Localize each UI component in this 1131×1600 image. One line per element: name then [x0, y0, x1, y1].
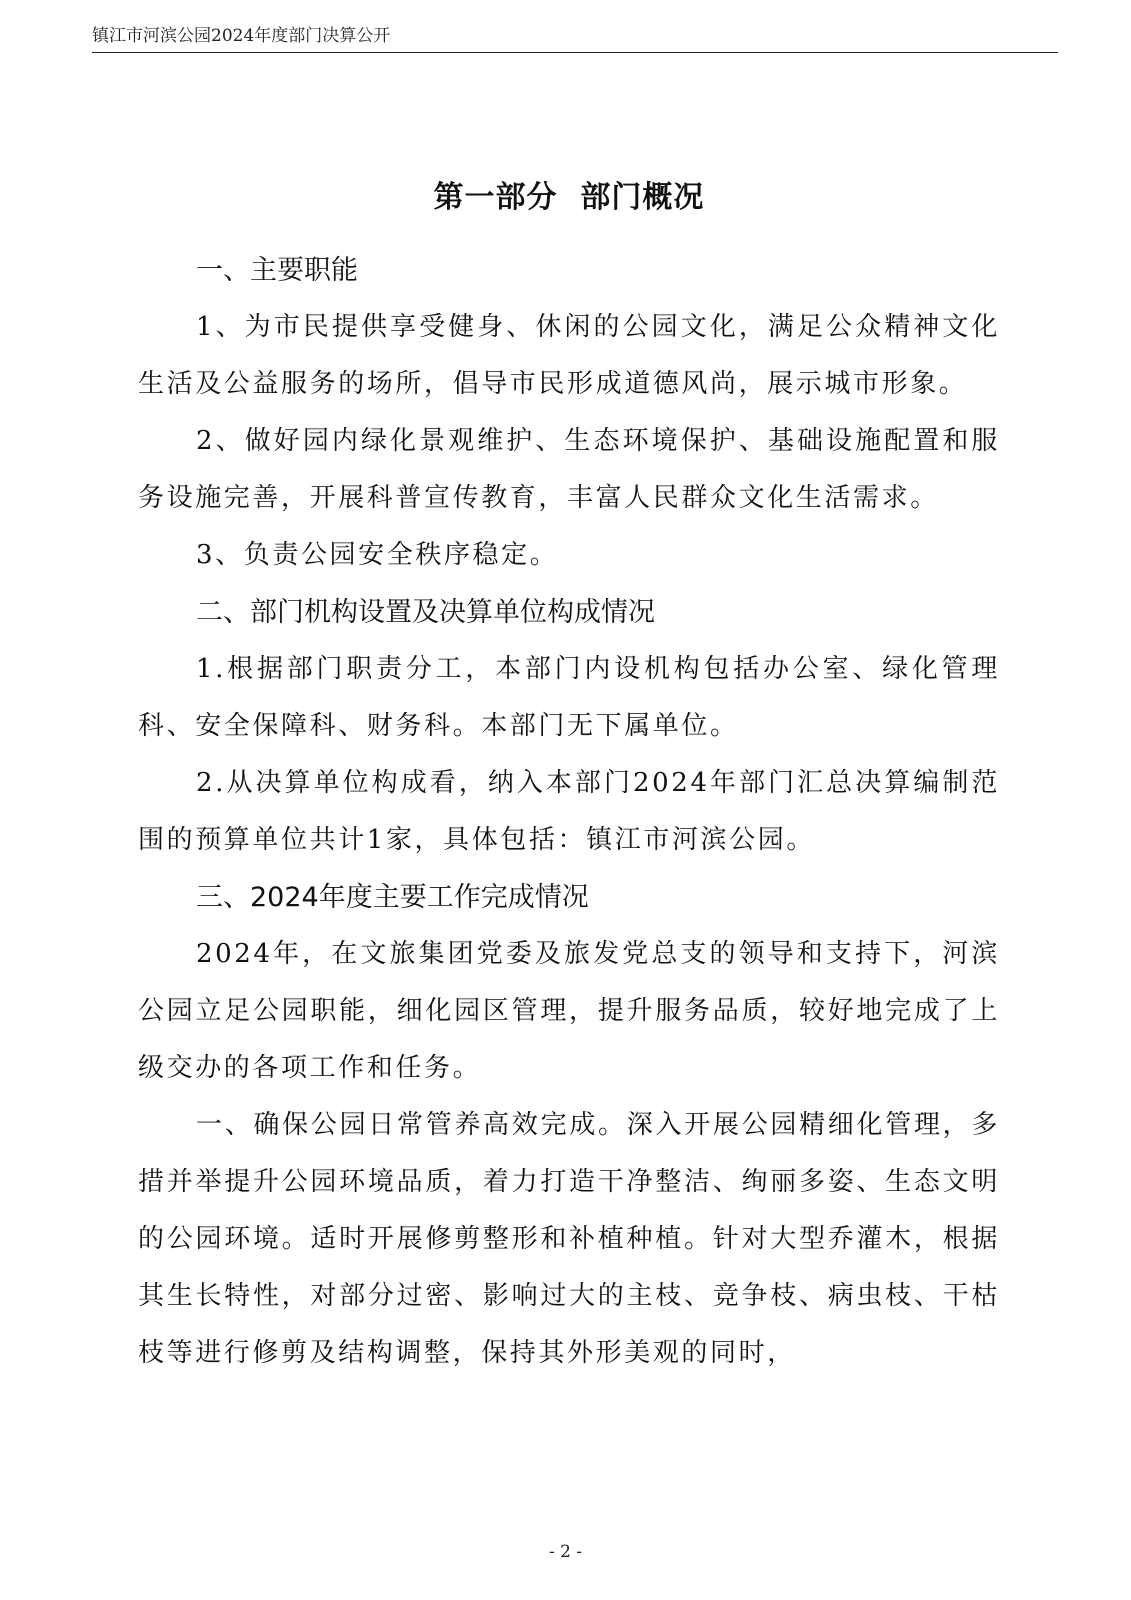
paragraph: 2、做好园内绿化景观维护、生态环境保护、基础设施配置和服务设施完善，开展科普宣传教育，丰富人民群众文化生活需求。 — [138, 426, 1000, 513]
paragraph: 1、为市民提供享受健身、休闲的公园文化，满足公众精神文化生活及公益服务的场所，倡导市民形成道德风尚，展示城市形象。 — [138, 312, 1000, 399]
paragraph: 2024年，在文旅集团党委及旅发党总支的领导和支持下，河滨公园立足公园职能，细化园区管理，提升服务品质，较好地完成了上级交办的各项工作和任务。 — [138, 939, 1000, 1083]
paragraph: 3、负责公园安全秩序稳定。 — [196, 540, 559, 570]
section-heading-organization: 二、部门机构设置及决算单位构成情况 — [196, 597, 655, 628]
paragraph: 2.从决算单位构成看，纳入本部门2024年部门汇总决算编制范围的预算单位共计1家，具体包括：镇江市河滨公园。 — [138, 768, 1000, 855]
section-heading-work-summary: 三、2024年度主要工作完成情况 — [196, 882, 589, 913]
paragraph: 一、确保公园日常管养高效完成。深入开展公园精细化管理，多措并举提升公园环境品质，着力打造干净整洁、绚丽多姿、生态文明的公园环境。适时开展修剪整形和补植种植。针对大型乔灌木，根据其生长特性，对部分过密、影响过大的主枝、竞争枝、病虫枝、干枯枝等进行修剪及结构调整，保持其外形美观的同时， — [138, 1110, 1000, 1368]
page-header: 镇江市河滨公园2024年度部门决算公开 — [92, 22, 1058, 53]
paragraph: 1.根据部门职责分工，本部门内设机构包括办公室、绿化管理科、安全保障科、财务科。本部门无下属单位。 — [138, 654, 1000, 741]
document-body — [138, 172, 1000, 1382]
page-number: - 2 - — [548, 1542, 583, 1562]
section-heading-functions: 一、主要职能 — [196, 255, 358, 286]
part-title: 第一部分 部门概况 — [433, 180, 705, 215]
